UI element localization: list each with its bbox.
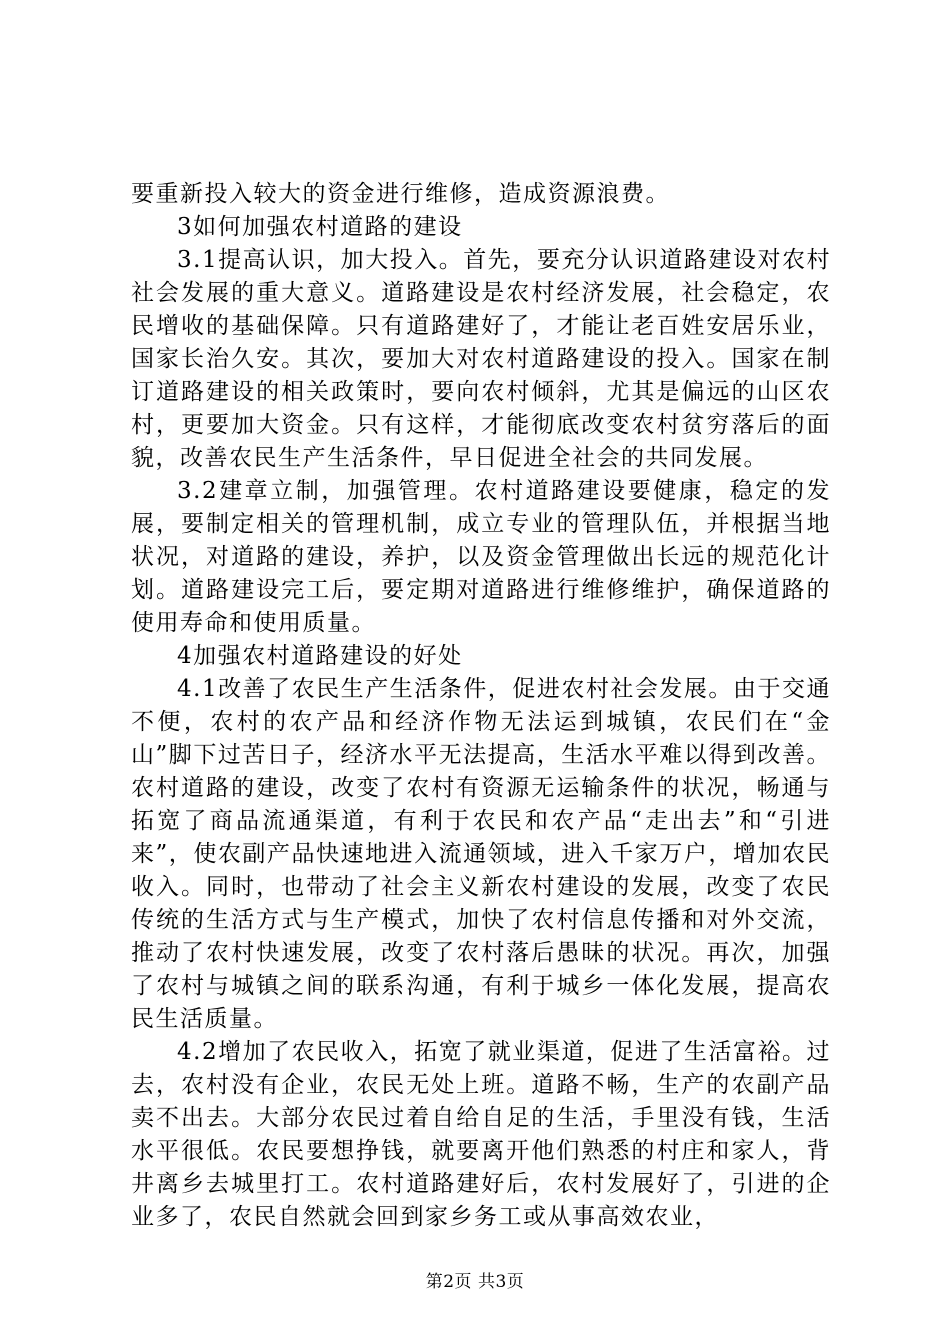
paragraph-3-2: 3.2建章立制，加强管理。农村道路建设要健康，稳定的发展，要制定相关的管理机制，成立专业的管理队伍，并根据当地状况，对道路的建设，养护，以及资金管理做出长远的规范化计划。道路建设完工后，要定期对道路进行维修维护，确保道路的使用寿命和使用质量。 [131, 478, 831, 636]
section-heading-4: 4加强农村道路建设的好处 [177, 643, 463, 669]
paragraph-continuation: 要重新投入较大的资金进行维修，造成资源浪费。 [131, 181, 670, 207]
section-heading-3: 3如何加强农村道路的建设 [177, 214, 463, 240]
paragraph-4-1: 4.1改善了农民生产生活条件，促进农村社会发展。由于交通不便，农村的农产品和经济作物无法运到城镇，农民们在“金山”脚下过苦日子，经济水平无法提高，生活水平难以得到改善。农村道路的建设，改变了农村有资源无运输条件的状况，畅通与拓宽了商品流通渠道，有利于农民和农产品“走出去”和“引进来”，使农副产品快速地进入流通领域，进入千家万户，增加农民收入。同时，也带动了社会主义新农村建设的发展，改变了农民传统的生活方式与生产模式，加快了农村信息传播和对外交流，推动了农村快速发展，改变了农村落后愚昧的状况。再次，加强了农村与城镇之间的联系沟通，有利于城乡一体化发展，提高农民生活质量。 [131, 676, 831, 1032]
paragraph-4-2: 4.2增加了农民收入，拓宽了就业渠道，促进了生活富裕。过去，农村没有企业，农民无处上班。道路不畅，生产的农副产品卖不出去。大部分农民过着自给自足的生活，手里没有钱，生活水平很低。农民要想挣钱，就要离开他们熟悉的村庄和家人，背井离乡去城里打工。农村道路建好后，农村发展好了，引进的企业多了，农民自然就会回到家乡务工或从事高效农业， [131, 1039, 831, 1230]
paragraph-3-1: 3.1提高认识，加大投入。首先，要充分认识道路建设对农村社会发展的重大意义。道路建设是农村经济发展，社会稳定，农民增收的基础保障。只有道路建好了，才能让老百姓安居乐业，国家长治久安。其次，要加大对农村道路建设的投入。国家在制订道路建设的相关政策时，要向农村倾斜，尤其是偏远的山区农村，更要加大资金。只有这样，才能彻底改变农村贫穷落后的面貌，改善农民生产生活条件，早日促进全社会的共同发展。 [131, 247, 831, 471]
document-body [131, 178, 831, 1234]
page-footer: 第2页 共3页 [425, 1272, 525, 1292]
